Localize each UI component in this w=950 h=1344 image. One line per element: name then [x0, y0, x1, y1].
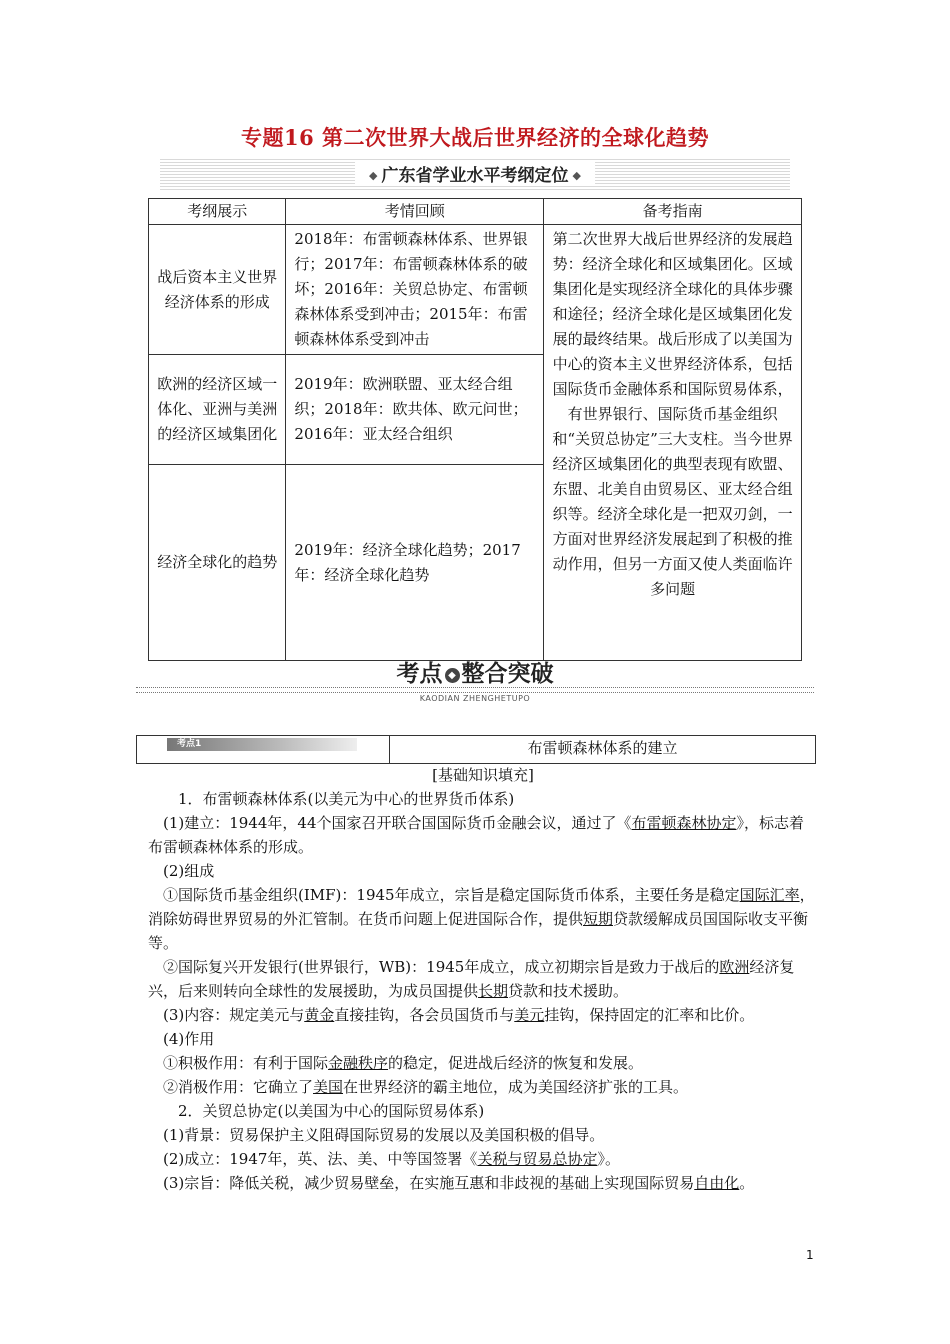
answer-underline: 金融秩序 [328, 1054, 389, 1072]
answer-underline: 国际汇率 [739, 886, 800, 904]
table-row [149, 225, 802, 355]
section-heading-sub [0, 686, 950, 705]
diamond-icon: ◆ [572, 169, 581, 182]
section-heading-pinyin: KAODIAN ZHENGHETUPO [414, 694, 536, 703]
text: 经济复兴，后来则转向全球性的发展援助，为成员国提供 [148, 958, 795, 1000]
heading-2: 2．关贸总协定(以美国为中心的国际贸易体系) [178, 1102, 485, 1120]
topic-cell: 经济全球化的趋势 [149, 465, 286, 661]
paragraph: (1)背景：贸易保护主义阻碍国际贸易的发展以及美国积极的倡导。 [163, 1126, 605, 1144]
text: ②国际复兴开发银行(世界银行，WB)：1945年成立，成立初期宗旨是致力于战后的 [163, 958, 720, 976]
text: 贷款缓解成员国国际收支平衡等。 [148, 910, 809, 952]
guide-cell: 第二次世界大战后世界经济的发展趋势：经济全球化和区域集团化。区域集团化是实现经济全球化的具体步骤和途径；经济全球化是区域集团化发展的最终结果。战后形成了以美国为中心的资本主义世界经济体系，包括国际货币金融体系和国际贸易体系，有世界银行、国际货币基金组织和“关贸总协定”三大支柱。当今世界经济区域集团化的典型表现有欧盟、东盟、北美自由贸易区、亚太经合组织等。经济全球化是一把双刃剑，一方面对世界经济发展起到了积极的推动作用，但另一方面又使人类面临许多问题 [544, 225, 802, 661]
banner-label [355, 161, 595, 186]
text: ②消极作用：它确立了 [163, 1078, 314, 1096]
answer-underline: 关税与贸易总协定 [477, 1150, 598, 1168]
text: (2)成立：1947年，英、法、美、中等国签署《 [163, 1150, 478, 1168]
paragraph [148, 1051, 818, 1075]
text: 挂钩，保持固定的汇率和比价。 [544, 1006, 755, 1024]
answer-underline: 美元 [514, 1006, 545, 1024]
paragraph: (4)作用 [163, 1030, 215, 1048]
paragraph [148, 811, 818, 859]
answer-underline: 美国 [313, 1078, 344, 1096]
arrow-circle-icon: ◆ [445, 668, 460, 683]
paragraph: (2)组成 [163, 862, 215, 880]
answer-underline: 长期 [478, 982, 509, 1000]
heading-1: 1．布雷顿森林体系(以美元为中心的世界货币体系) [178, 790, 515, 808]
review-cell: 2019年：欧洲联盟、亚太经合组织；2018年：欧共体、欧元问世；2016年：亚太经合组织 [286, 355, 544, 465]
section-heading-right: 整合突破 [461, 661, 554, 687]
answer-underline: 短期 [583, 910, 614, 928]
diamond-icon: ◆ [369, 169, 378, 182]
text: ，消除妨碍世界贸易的外汇管制。在货币问题上促进国际合作，提供 [148, 886, 815, 928]
review-cell: 2018年：布雷顿森林体系、世界银行；2017年：布雷顿森林体系的破坏；2016年：关贸总协定、布雷顿森林体系受到冲击；2015年：布雷顿森林体系受到冲击 [286, 225, 544, 355]
column-header: 备考指南 [544, 199, 802, 225]
section-heading-left: 考点 [396, 661, 443, 687]
paragraph [148, 883, 818, 955]
review-cell: 2019年：经济全球化趋势；2017年：经济全球化趋势 [286, 465, 544, 661]
section-heading [0, 655, 950, 701]
text: 》，标志着布雷顿森林体系的形成。 [148, 814, 805, 856]
text: (3)内容：规定美元与 [163, 1006, 305, 1024]
text: ①积极作用：有利于国际 [163, 1054, 329, 1072]
text: 直接挂钩，各会员国货币与 [334, 1006, 515, 1024]
answer-underline: 布雷顿森林协定 [631, 814, 737, 832]
banner-text: 广东省学业水平考纲定位 [381, 166, 569, 186]
syllabus-table [148, 198, 802, 661]
paragraph [148, 1075, 818, 1099]
text: (1)建立：1944年，44个国家召开联合国国际货币金融会议，通过了《 [163, 814, 632, 832]
answer-underline: 黄金 [304, 1006, 335, 1024]
text: 。 [739, 1174, 755, 1192]
page-title: 专题16 第二次世界大战后世界经济的全球化趋势 [240, 125, 710, 150]
paragraph [148, 1147, 818, 1171]
text: ①国际货币基金组织(IMF)：1945年成立，宗旨是稳定国际货币体系，主要任务是稳定 [163, 886, 740, 904]
topic-cell: 战后资本主义世界经济体系的形成 [149, 225, 286, 355]
paragraph [148, 1171, 818, 1195]
kaodian-badge: 考点1 [167, 738, 357, 751]
syllabus-banner [160, 158, 790, 190]
subheading: [基础知识填充] [432, 766, 534, 784]
answer-underline: 欧洲 [719, 958, 750, 976]
topic-cell: 欧洲的经济区域一体化、亚洲与美洲的经济区域集团化 [149, 355, 286, 465]
text: 在世界经济的霸主地位，成为美国经济扩张的工具。 [343, 1078, 689, 1096]
table-header-row [149, 199, 802, 225]
page-number: 1 [806, 1248, 814, 1262]
paragraph [148, 955, 818, 1003]
section-heading-title [0, 655, 950, 688]
column-header: 考情回顾 [286, 199, 544, 225]
kaodian-title: 布雷顿森林体系的建立 [527, 739, 678, 757]
content-body [148, 763, 818, 1195]
column-header: 考纲展示 [149, 199, 286, 225]
paragraph [148, 1003, 818, 1027]
text: (3)宗旨：降低关税，减少贸易壁垒，在实施互惠和非歧视的基础上实现国际贸易 [163, 1174, 695, 1192]
text: 的稳定，促进战后经济的恢复和发展。 [388, 1054, 644, 1072]
kaodian-tag-cell [137, 736, 390, 763]
text: 贷款和技术援助。 [508, 982, 629, 1000]
answer-underline: 自由化 [694, 1174, 740, 1192]
kaodian-header [136, 735, 816, 764]
text: 》。 [597, 1150, 620, 1168]
